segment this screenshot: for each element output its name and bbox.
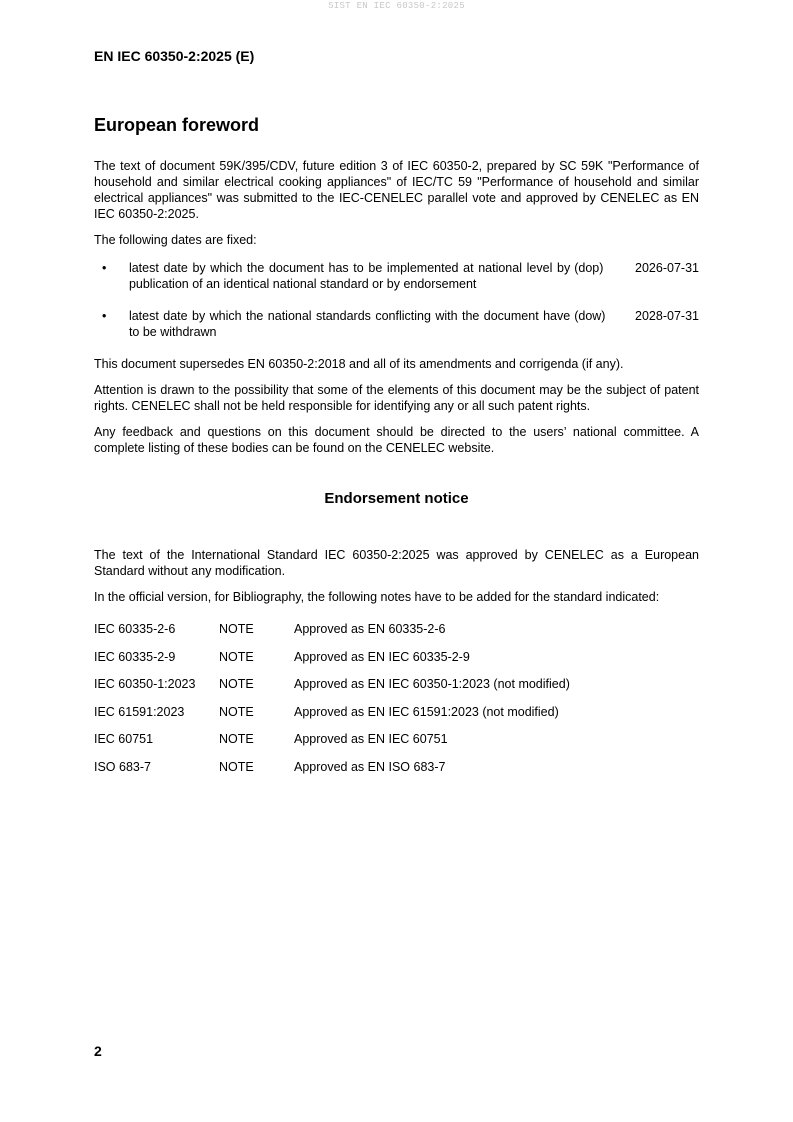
note-row: [94, 731, 699, 759]
bullet: •: [102, 309, 107, 323]
supersedes-paragraph: This document supersedes EN 60350-2:2018 and all of its amendments and corrigenda (if any).: [94, 357, 624, 371]
endorsement-text: The text of the International Standard IEC 60350-2:2025 was approved by CENELEC as a European Standard without any modification.: [94, 548, 699, 578]
dates-intro: The following dates are fixed:: [94, 233, 257, 247]
note-row: [94, 759, 699, 787]
dates-list: [94, 260, 699, 340]
notes-intro: In the official version, for Bibliography, the following notes have to be added for the standard indicated:: [94, 590, 660, 604]
date-description: latest date by which the document has to be implemented at national level by publication of an identical national standard or by endorsement: [128, 261, 571, 291]
note-text: Approved as EN ISO 683-7: [294, 759, 446, 774]
note-text: Approved as EN 60335-2-6: [294, 622, 446, 636]
date-item-dow: [94, 308, 699, 340]
watermark: SIST EN IEC 60350-2:2025: [328, 1, 465, 11]
date-description: latest date by which the national standards conflicting with the document have to be withdrawn: [128, 309, 571, 339]
note-text: Approved as EN IEC 60751: [294, 732, 448, 746]
note-reference: IEC 60350-1:2023: [94, 677, 196, 691]
bullet: •: [102, 261, 107, 275]
note-text: Approved as EN IEC 61591:2023 (not modified): [294, 704, 559, 719]
patent-paragraph: Attention is drawn to the possibility that some of the elements of this document may be the subject of patent rights. CENELEC shall not be held responsible for identifying any or all such patent rights.: [94, 383, 699, 413]
note-row: [94, 676, 699, 704]
date-abbreviation: (dop): [574, 261, 604, 275]
note-row: [94, 704, 699, 732]
date-item-dop: [94, 260, 699, 292]
note-tag: NOTE: [219, 704, 254, 719]
note-tag: NOTE: [219, 622, 254, 636]
note-reference: IEC 61591:2023: [94, 704, 185, 719]
note-reference: IEC 60335-2-6: [94, 622, 176, 636]
note-tag: NOTE: [219, 759, 254, 774]
note-text: Approved as EN IEC 60350-1:2023 (not modified): [294, 677, 570, 691]
note-row: [94, 649, 699, 677]
note-reference: ISO 683-7: [94, 759, 151, 774]
note-reference: IEC 60751: [94, 732, 154, 746]
note-reference: IEC 60335-2-9: [94, 649, 176, 664]
foreword-title: European foreword: [94, 115, 260, 135]
note-tag: NOTE: [219, 732, 254, 746]
date-abbreviation: (dow): [574, 309, 606, 323]
date-value: 2026-07-31: [635, 261, 699, 275]
date-value: 2028-07-31: [635, 309, 699, 323]
notes-table: [94, 621, 699, 786]
page-number: 2: [94, 1043, 102, 1059]
page-content: [94, 115, 699, 786]
endorsement-title: Endorsement notice: [324, 490, 469, 507]
note-row: [94, 621, 699, 649]
note-tag: NOTE: [219, 677, 254, 691]
note-tag: NOTE: [219, 649, 254, 664]
foreword-intro: The text of document 59K/395/CDV, future edition 3 of IEC 60350-2, prepared by SC 59K "Performance of household and similar electrical cooking appliances" of IEC/TC 59 "Performance of household and similar electrical appliances" was submitted to the IEC-CENELEC parallel vote and approved by CENELEC as EN IEC 60350-2:2025.: [94, 159, 699, 221]
note-text: Approved as EN IEC 60335-2-9: [294, 649, 470, 664]
feedback-paragraph: Any feedback and questions on this document should be directed to the users’ national committee. A complete listing of these bodies can be found on the CENELEC website.: [94, 425, 699, 455]
document-id: EN IEC 60350-2:2025 (E): [94, 48, 255, 64]
